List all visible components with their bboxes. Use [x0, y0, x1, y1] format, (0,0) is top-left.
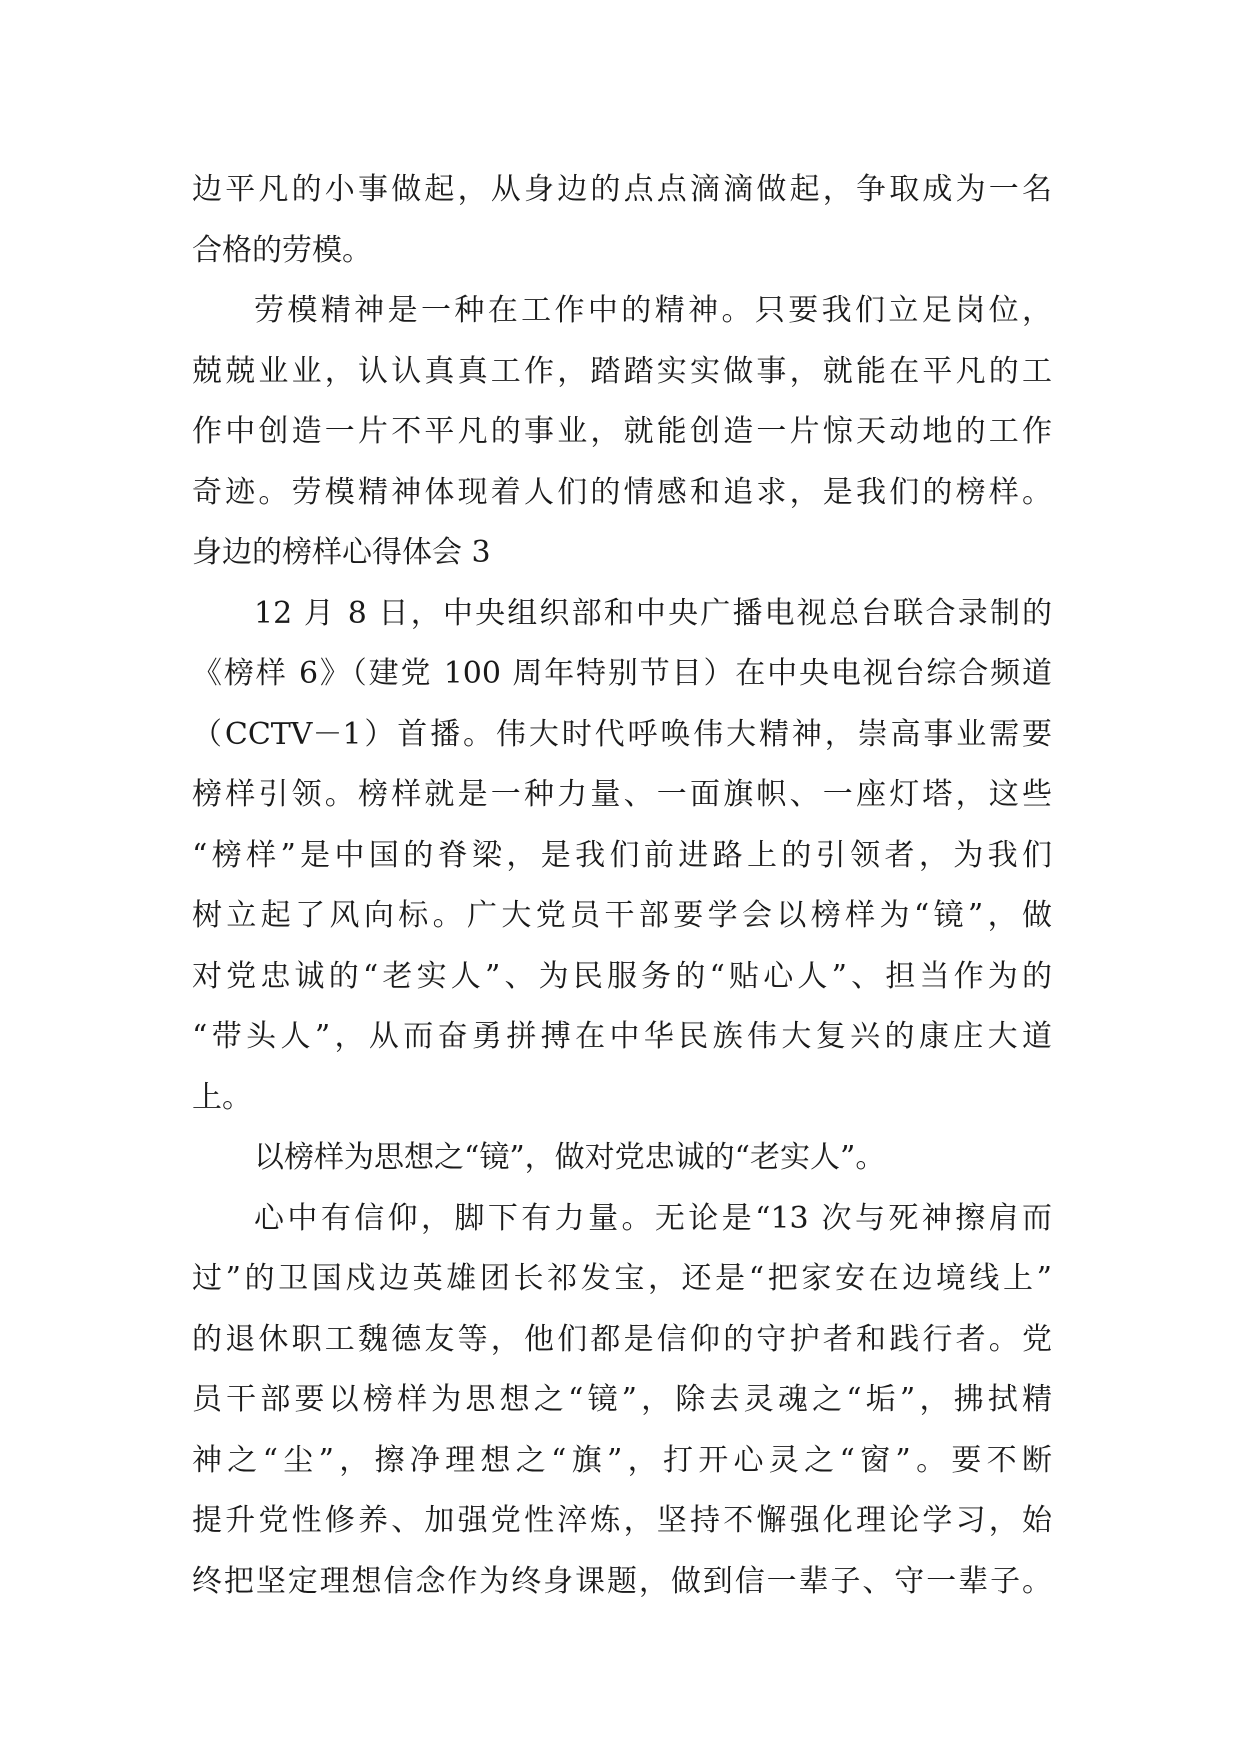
text-line: 的退休职工魏德友等，他们都是信仰的守护者和践行者。党 — [192, 1321, 1052, 1357]
text-line: 身边的榜样心得体会 3 — [192, 535, 491, 570]
text-line: 心中有信仰，脚下有力量。无论是“13 次与死神擦肩而 — [254, 1200, 1052, 1236]
document-body — [192, 160, 1052, 1612]
text-line: 员干部要以榜样为思想之“镜”，除去灵魂之“垢”，拂拭精 — [192, 1382, 1052, 1417]
text-line: 以榜样为思想之“镜”，做对党忠诚的“老实人”。 — [254, 1140, 886, 1175]
text-line: 劳模精神是一种在工作中的精神。只要我们立足岗位， — [254, 293, 1052, 328]
text-line: 树立起了风向标。广大党员干部要学会以榜样为“镜”，做 — [192, 898, 1052, 933]
text-line: 边平凡的小事做起，从身边的点点滴滴做起，争取成为一名 — [192, 172, 1052, 207]
text-line: 榜样引领。榜样就是一种力量、一面旗帜、一座灯塔，这些 — [192, 777, 1052, 812]
text-line: 提升党性修养、加强党性淬炼，坚持不懈强化理论学习，始 — [192, 1503, 1052, 1538]
text-line: 过”的卫国戍边英雄团长祁发宝，还是“把家安在边境线上” — [192, 1261, 1052, 1296]
text-line: 上。 — [192, 1079, 252, 1115]
text-line: 兢兢业业，认认真真工作，踏踏实实做事，就能在平凡的工 — [192, 353, 1052, 389]
text-line: 对党忠诚的“老实人”、为民服务的“贴心人”、担当作为的 — [192, 958, 1052, 994]
text-line: 合格的劳模。 — [192, 232, 372, 268]
text-line: 12 月 8 日，中央组织部和中央广播电视总台联合录制的 — [254, 595, 1052, 631]
text-line: 神之“尘”，擦净理想之“旗”，打开心灵之“窗”。要不断 — [192, 1442, 1052, 1478]
text-line: 作中创造一片不平凡的事业，就能创造一片惊天动地的工作 — [192, 414, 1052, 449]
text-line: （CCTV－1）首播。伟大时代呼唤伟大精神，崇高事业需要 — [192, 716, 1052, 752]
text-line: “榜样”是中国的脊梁，是我们前进路上的引领者，为我们 — [192, 837, 1052, 873]
text-line: 终把坚定理想信念作为终身课题，做到信一辈子、守一辈子。 — [192, 1563, 1052, 1599]
text-line: “带头人”，从而奋勇拼搏在中华民族伟大复兴的康庄大道 — [192, 1019, 1052, 1054]
text-line: 奇迹。劳模精神体现着人们的情感和追求，是我们的榜样。 — [192, 474, 1052, 510]
text-line: 《榜样 6》（建党 100 周年特别节目）在中央电视台综合频道 — [192, 656, 1052, 691]
